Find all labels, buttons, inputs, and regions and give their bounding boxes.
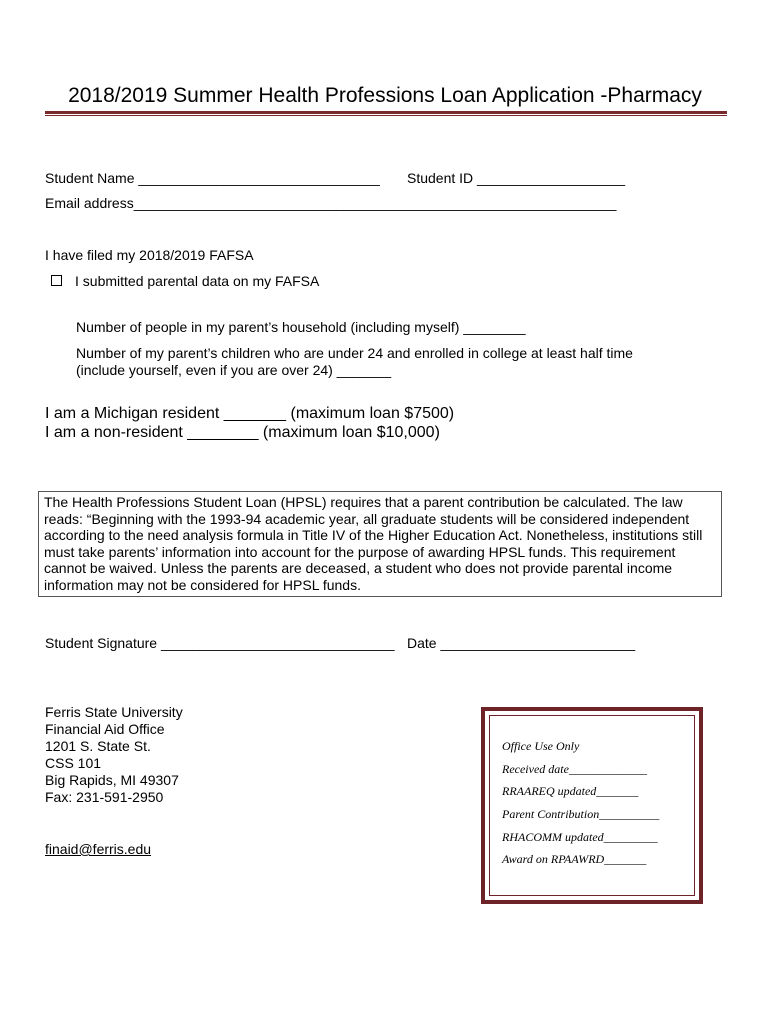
date-field[interactable]: Date _________________________: [407, 635, 636, 651]
children-field-line1: Number of my parent’s children who are under 24 and enrolled in college at least half time: [76, 345, 633, 361]
household-field[interactable]: Number of people in my parent’s household (including myself) ________: [76, 319, 526, 335]
email-field[interactable]: Email address______________________________________________________________: [45, 195, 617, 211]
title-rule: [45, 111, 727, 114]
address-line-fax: Fax: 231-591-2950: [45, 789, 164, 805]
parental-data-checkbox-row[interactable]: [51, 273, 319, 289]
children-field-line2[interactable]: (include yourself, even if you are over 24) _______: [76, 362, 392, 378]
office-rhacomm: RHACOMM updated_________: [502, 830, 658, 844]
address-line-street: 1201 S. State St.: [45, 738, 151, 754]
hpsl-notice-text: The Health Professions Student Loan (HPSL) requires that a parent contribution be calculated. The law reads: “Beginning with the 1993-94 academic year, all graduate students will be considered independent according to the need analysis formula in Title IV of the Higher Education Act. Nonetheless, institutions still must take parents’ information into account for the purpose of awarding HPSL funds. This requirement cannot be waived. Unless the parents are deceased, a student who does not provide parental income information may not be considered for HPSL funds.: [44, 494, 703, 593]
michigan-resident-field[interactable]: I am a Michigan resident _______ (maximum loan $7500): [45, 405, 455, 422]
fafsa-filed-text: I have filed my 2018/2019 FAFSA: [45, 247, 254, 263]
student-id-field[interactable]: Student ID ___________________: [407, 170, 625, 186]
student-name-field[interactable]: Student Name _______________________________: [45, 170, 380, 186]
address-line-city: Big Rapids, MI 49307: [45, 772, 179, 788]
office-parent-contribution: Parent Contribution__________: [502, 807, 660, 821]
title-rule-thin: [45, 115, 727, 116]
page-title: 2018/2019 Summer Health Professions Loan Application -Pharmacy: [68, 84, 702, 107]
parental-data-label: I submitted parental data on my FAFSA: [75, 273, 320, 289]
checkbox-icon[interactable]: [51, 275, 62, 286]
address-line-university: Ferris State University: [45, 704, 183, 720]
student-signature-field[interactable]: Student Signature ______________________________: [45, 635, 395, 651]
address-line-office: Financial Aid Office: [45, 721, 165, 737]
hpsl-notice-box: [38, 491, 722, 597]
address-line-css: CSS 101: [45, 755, 102, 771]
contact-email-link[interactable]: finaid@ferris.edu: [45, 841, 152, 857]
office-use-heading: Office Use Only: [502, 739, 580, 753]
office-use-box: [481, 707, 703, 904]
office-rraareq: RRAAREQ updated_______: [502, 784, 639, 798]
office-award-rpaawrd: Award on RPAAWRD_______: [502, 852, 647, 866]
office-received-date: Received date_____________: [502, 762, 647, 776]
nonresident-field[interactable]: I am a non-resident ________ (maximum loan $10,000): [45, 424, 440, 441]
